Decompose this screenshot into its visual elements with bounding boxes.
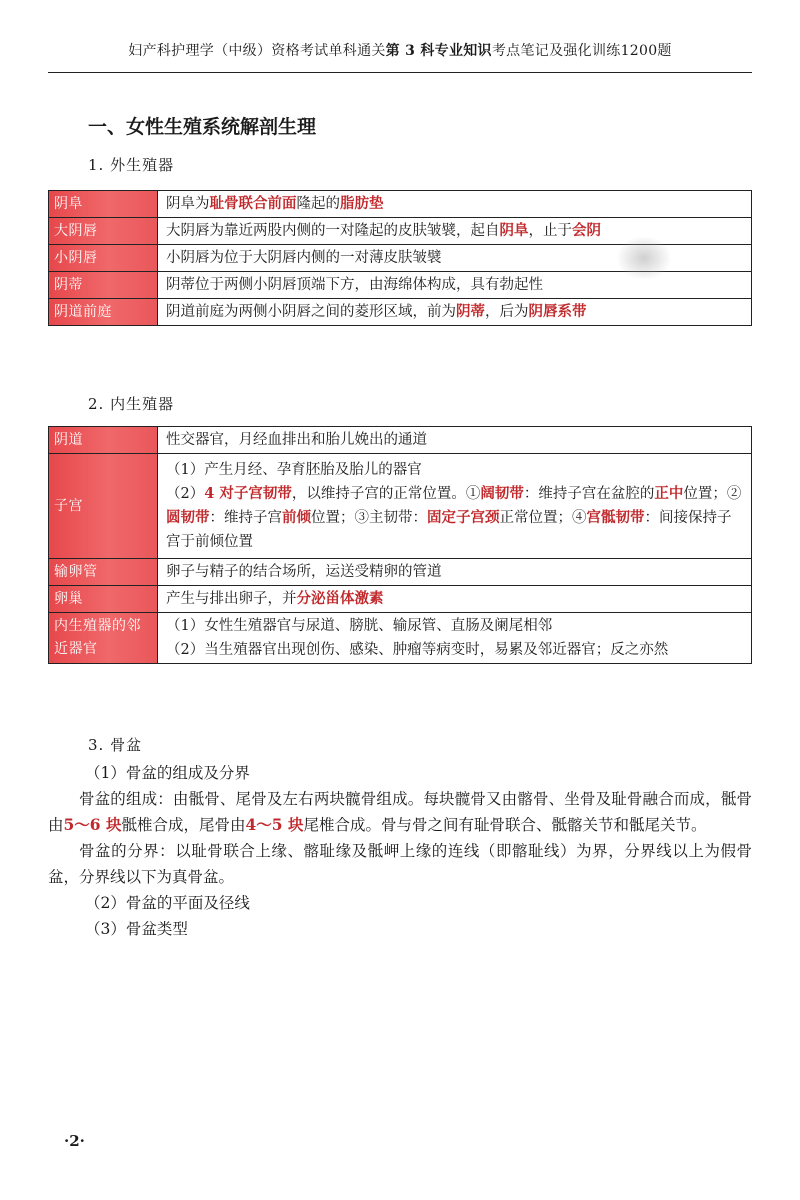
highlight-span: 会阴 — [572, 222, 601, 239]
text-span: 阴道前庭为两侧小阴唇之间的菱形区域，前为 — [166, 304, 456, 320]
pelvis-item-1: （1）骨盆的组成及分界 — [85, 764, 250, 782]
text-span: ：维持子宫在盆腔的 — [523, 486, 655, 502]
pelvis-heading: 3. 骨盆 — [88, 736, 143, 754]
uterus-ligaments — [166, 482, 743, 554]
highlight-span: 阔韧带 — [480, 485, 524, 502]
pelvis-body — [48, 760, 752, 942]
highlight-span: 阴唇系带 — [528, 303, 587, 320]
header-title-part1: 妇产科护理学（中级）资格考试单科通关 — [128, 43, 386, 59]
text-span: 隆起的 — [296, 196, 340, 212]
adjacent-line-1: （1）女性生殖器官与尿道、膀胱、输尿管、直肠及阑尾相邻 — [166, 618, 553, 634]
text-span: ：间接保持子宫于前倾位置 — [166, 510, 732, 550]
text-span: ，以维持子宫的正常位置。① — [291, 486, 481, 502]
text-span: 大阴唇为靠近两股内侧的一对隆起的皮肤皱襞，起自 — [166, 223, 500, 239]
row-description — [158, 586, 752, 613]
text-span: 骶椎合成，尾骨由 — [121, 816, 246, 834]
scan-stain — [618, 237, 670, 279]
header-title-part3: 题 — [657, 43, 672, 59]
header-title-bold1: 第 3 科专业知识 — [385, 43, 492, 59]
highlight-span: 4～5 块 — [245, 815, 304, 834]
highlight-span: 圆韧带 — [166, 509, 210, 526]
text-span: 正常位置；④ — [499, 510, 587, 526]
row-label: 阴蒂 — [49, 272, 158, 299]
row-description: 性交器官，月经血排出和胎儿娩出的通道 — [158, 427, 752, 454]
adjacent-line-2: （2）当生殖器官出现创伤、感染、肿瘤等病变时，易累及邻近器官；反之亦然 — [166, 642, 669, 658]
text-span: 产生与排出卵子，并 — [166, 591, 297, 607]
row-label: 子宫 — [49, 454, 158, 559]
row-label: 大阴唇 — [49, 218, 158, 245]
highlight-span: 阴蒂 — [456, 303, 485, 320]
pelvis-item-3: （3）骨盆类型 — [85, 920, 188, 938]
highlight-span: 5～6 块 — [63, 815, 122, 834]
row-description — [158, 613, 752, 664]
header-title-part2: 考点笔记及强化训练 — [491, 43, 621, 59]
row-description: 阴蒂位于两侧小阴唇顶端下方，由海绵体构成，具有勃起性 — [158, 272, 752, 299]
pelvis-composition — [48, 786, 752, 838]
highlight-span: 耻骨联合前面 — [209, 195, 297, 212]
row-label: 卵巢 — [49, 586, 158, 613]
highlight-span: 前倾 — [282, 509, 311, 526]
row-label: 内生殖器的邻近器官 — [49, 613, 158, 664]
text-span: （2） — [166, 486, 205, 502]
text-span: 位置；② — [683, 486, 742, 502]
text-span: ，后为 — [485, 304, 529, 320]
text-span: ：维持子宫 — [209, 510, 282, 526]
header-title-bold2: 1200 — [620, 43, 658, 59]
internal-genitalia-heading: 2. 内生殖器 — [88, 395, 175, 413]
text-span: 骨盆的组成：由骶骨、尾骨及左右两块髋骨组成。每块髋骨又由髂骨、坐骨及耻骨融合而成，骶骨由 — [48, 790, 752, 834]
internal-genitalia-table — [48, 426, 752, 664]
row-description — [158, 299, 752, 326]
highlight-span: 脂肪垫 — [340, 195, 384, 212]
text-span: ，止于 — [528, 223, 572, 239]
row-label: 小阴唇 — [49, 245, 158, 272]
header-divider — [48, 72, 752, 73]
row-label: 阴道 — [49, 427, 158, 454]
text-span: 阴阜为 — [166, 196, 210, 212]
row-label: 输卵管 — [49, 559, 158, 586]
running-header — [48, 40, 752, 60]
table-row — [49, 559, 752, 586]
row-description: 小阴唇为位于大阴唇内侧的一对薄皮肤皱襞 — [158, 245, 752, 272]
pelvis-boundary: 骨盆的分界：以耻骨联合上缘、髂耻缘及骶岬上缘的连线（即髂耻线）为界，分界线以上为假骨盆，分界线以下为真骨盆。 — [48, 842, 752, 886]
row-label: 阴阜 — [49, 191, 158, 218]
table-row — [49, 454, 752, 559]
table-row — [49, 299, 752, 326]
table-row — [49, 427, 752, 454]
highlight-span: 宫骶韧带 — [586, 509, 645, 526]
table-row — [49, 191, 752, 218]
section-title: 一、女性生殖系统解剖生理 — [88, 116, 317, 138]
highlight-span: 正中 — [654, 485, 684, 502]
row-description: 卵子与精子的结合场所，运送受精卵的管道 — [158, 559, 752, 586]
highlight-span: 固定子宫颈 — [427, 509, 500, 526]
row-label: 阴道前庭 — [49, 299, 158, 326]
pelvis-item-2: （2）骨盆的平面及径线 — [85, 894, 250, 912]
highlight-span: 分泌甾体激素 — [296, 590, 384, 607]
external-genitalia-heading: 1. 外生殖器 — [88, 156, 175, 174]
row-description — [158, 454, 752, 559]
row-description — [158, 191, 752, 218]
table-row — [49, 586, 752, 613]
uterus-line-1: （1）产生月经、孕育胚胎及胎儿的器官 — [166, 462, 422, 478]
text-span: 位置；③主韧带： — [311, 510, 427, 526]
table-row — [49, 613, 752, 664]
highlight-span: 4 对子宫韧带 — [204, 485, 292, 502]
page-number: ·2· — [64, 1132, 85, 1150]
text-span: 尾椎合成。骨与骨之间有耻骨联合、骶髂关节和骶尾关节。 — [303, 816, 707, 834]
highlight-span: 阴阜 — [499, 222, 529, 239]
